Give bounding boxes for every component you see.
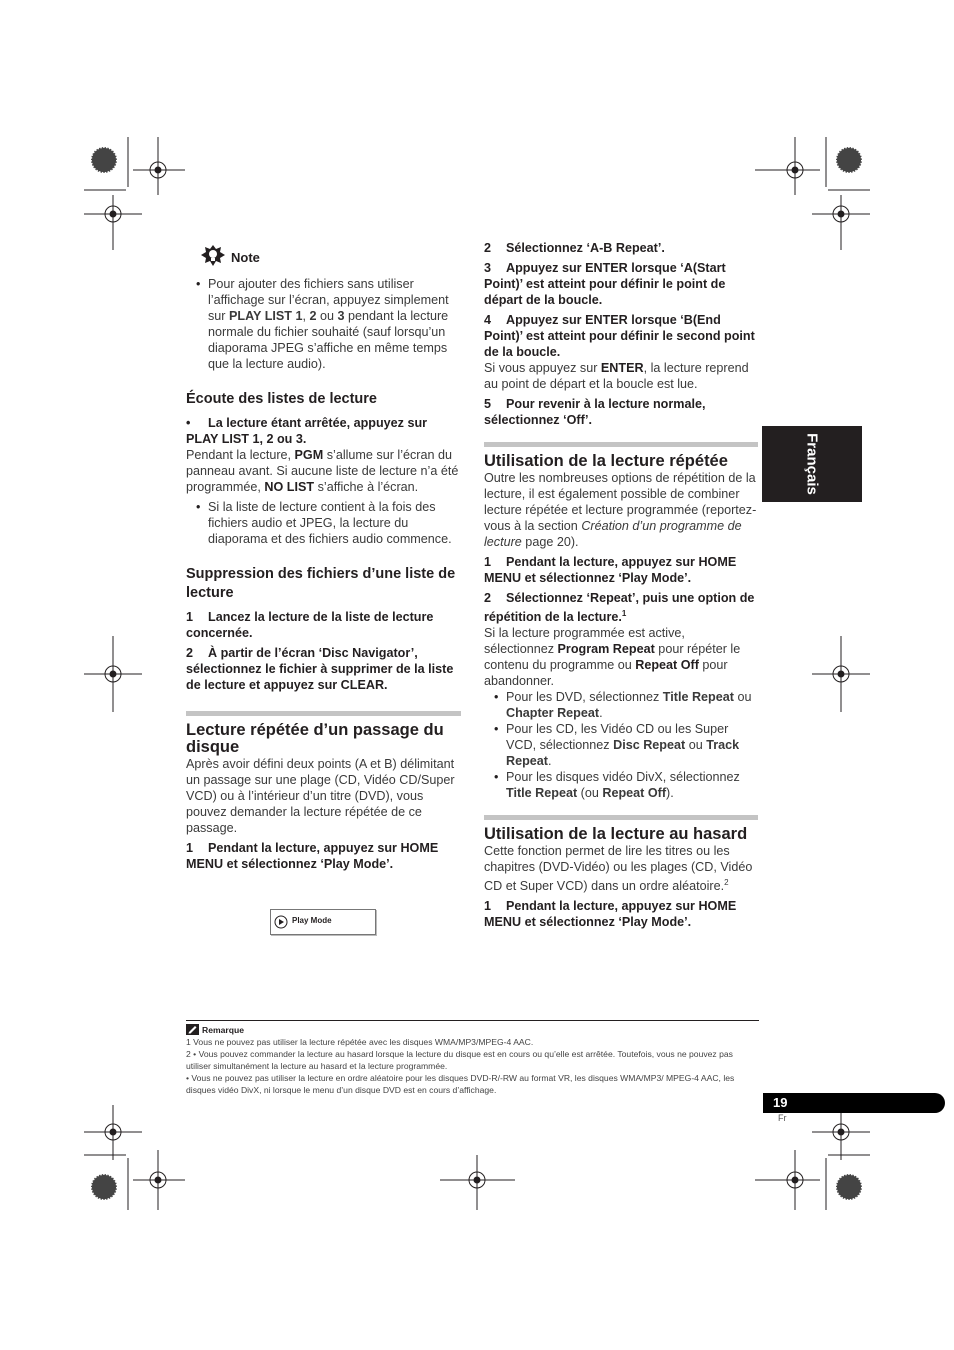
- ecoute-heading: Écoute des listes de lecture: [186, 391, 377, 407]
- remarque-footnotes: [186, 1020, 759, 1096]
- repetee-bullet-divx: • Pour les disques vidéo DivX, sélectionnez Title Repeat (ou Repeat Off).: [484, 769, 758, 801]
- section-rule: [484, 442, 758, 447]
- note-list: [186, 276, 461, 372]
- left-column: [186, 246, 461, 872]
- repetee-step2: 2 Sélectionnez ‘Repeat’, puis une option de répétition de la lecture.$^1$: [484, 591, 755, 625]
- section-rule: [186, 711, 461, 716]
- ecoute-bullet: • Si la liste de lecture contient à la fois des fichiers audio et JPEG, la lecture du diaporama et des fichiers audio commence.: [186, 499, 461, 547]
- passage-body: Après avoir défini deux points (A et B) délimitant un passage sur une plage (CD, Vidéo CD/Super VCD) ou à l’intérieur d’un titre (DVD), vous pouvez demander la lecture répétée de ce passage.: [186, 757, 455, 835]
- play-mode-icon: [274, 915, 288, 929]
- passage-step1: 1 Pendant la lecture, appuyez sur HOME MENU et sélectionnez ‘Play Mode’.: [186, 841, 439, 871]
- page-number: 19: [773, 1095, 788, 1110]
- note-icon: [200, 244, 226, 268]
- repetee-heading: Utilisation de la lecture répétée: [484, 452, 728, 470]
- passage-step2: 2 Sélectionnez ‘A-B Repeat’.: [484, 241, 665, 255]
- repetee-bullet-dvd: • Pour les DVD, sélectionnez Title Repeat ou Chapter Repeat.: [484, 689, 758, 721]
- repetee-list: [484, 689, 758, 801]
- passage-step3: 3 Appuyez sur ENTER lorsque ‘A(Start Point)’ est atteint pour définir le point de départ de la boucle.: [484, 261, 726, 307]
- footnote-3: • Vous ne pouvez pas utiliser la lecture en ordre aléatoire pour les disques DVD-R/-RW au format VR, les disques WMA/MP3/ MPEG-4 AAC, les disques vidéo DivX, ni lorsque le menu d’un disque DVD est en cours d’affichage.: [186, 1073, 735, 1095]
- repetee-step1: 1 Pendant la lecture, appuyez sur HOME MENU et sélectionnez ‘Play Mode’.: [484, 555, 737, 585]
- remarque-icon: [186, 1024, 199, 1035]
- right-column: [484, 240, 758, 930]
- language-tab: [762, 426, 862, 502]
- section-rule: [484, 815, 758, 820]
- note-header: [186, 246, 461, 270]
- passage-step4-body: Si vous appuyez sur ENTER, la lecture reprend au point de départ et la boucle est lue.: [484, 361, 749, 391]
- hasard-heading: Utilisation de la lecture au hasard: [484, 825, 748, 844]
- suppression-step2: 2 À partir de l’écran ‘Disc Navigator’, sélectionnez le fichier à supprimer de la liste de lecture et appuyez sur CLEAR.: [186, 646, 454, 692]
- play-mode-label: Play Mode: [292, 916, 332, 925]
- ecoute-list: [186, 499, 461, 547]
- language-tab-label: Français: [803, 433, 821, 495]
- suppression-step1: 1 Lancez la lecture de la liste de lecture concernée.: [186, 610, 434, 640]
- hasard-body: Cette fonction permet de lire les titres ou les chapitres (DVD-Vidéo) ou les plages (CD, Vidéo CD et Super VCD) dans un ordre aléatoire.$^2$: [484, 844, 753, 894]
- page-language-code: Fr: [778, 1113, 787, 1123]
- footnote-rule: [186, 1020, 759, 1021]
- note-bullet: • Pour ajouter des fichiers sans utiliser l’affichage sur l’écran, appuyez simplement sur PLAY LIST 1, 2 ou 3 pendant la lecture normale du fichier souhaité (sauf lorsqu’un diaporama JPEG s’affiche en même temps que la lecture audio).: [186, 276, 461, 372]
- repetee-step2-body: Si la lecture programmée est active, sélectionnez Program Repeat pour répéter le contenu du programme ou Repeat Off pour abandonner.: [484, 626, 741, 689]
- passage-step4: 4 Appuyez sur ENTER lorsque ‘B(End Point)’ est atteint pour définir le second point de la boucle.: [484, 313, 755, 359]
- note-title: Note: [231, 250, 260, 265]
- footnote-1: 1 Vous ne pouvez pas utiliser la lecture répétée avec les disques WMA/MP3/MPEG-4 AAC.: [186, 1037, 534, 1047]
- remarque-header: Remarque: [186, 1024, 759, 1036]
- repetee-bullet-cd: • Pour les CD, les Vidéo CD ou les Super VCD, sélectionnez Disc Repeat ou Track Repeat.: [484, 721, 758, 769]
- repetee-body: Outre les nombreuses options de répétition de la lecture, il est également possible de combiner lecture répétée et lecture programmée (reportez-vous à la section Création d’un programme de lecture page 20).: [484, 471, 757, 549]
- page-number-bar: [763, 1093, 945, 1113]
- suppression-heading: Suppression des fichiers d’une liste de lecture: [186, 566, 456, 601]
- ecoute-body: Pendant la lecture, PGM s’allume sur l’écran du panneau avant. Si aucune liste de lecture n’a été programmée, NO LIST s’affiche à l’écran.: [186, 448, 459, 494]
- play-mode-screen: [270, 909, 376, 935]
- ecoute-step: • La lecture étant arrêtée, appuyez sur PLAY LIST 1, 2 ou 3.: [186, 416, 428, 446]
- footnote-2: 2 • Vous pouvez commander la lecture au hasard lorsque la lecture du disque est en cours ou qu’elle est arrêtée. Toutefois, vous ne pouvez pas utiliser simultanément la lecture au hasard et la lecture programmée.: [186, 1049, 733, 1071]
- passage-heading: Lecture répétée d’un passage du disque: [186, 721, 444, 756]
- passage-step5: 5 Pour revenir à la lecture normale, sélectionnez ‘Off’.: [484, 397, 706, 427]
- hasard-step1: 1 Pendant la lecture, appuyez sur HOME MENU et sélectionnez ‘Play Mode’.: [484, 899, 737, 930]
